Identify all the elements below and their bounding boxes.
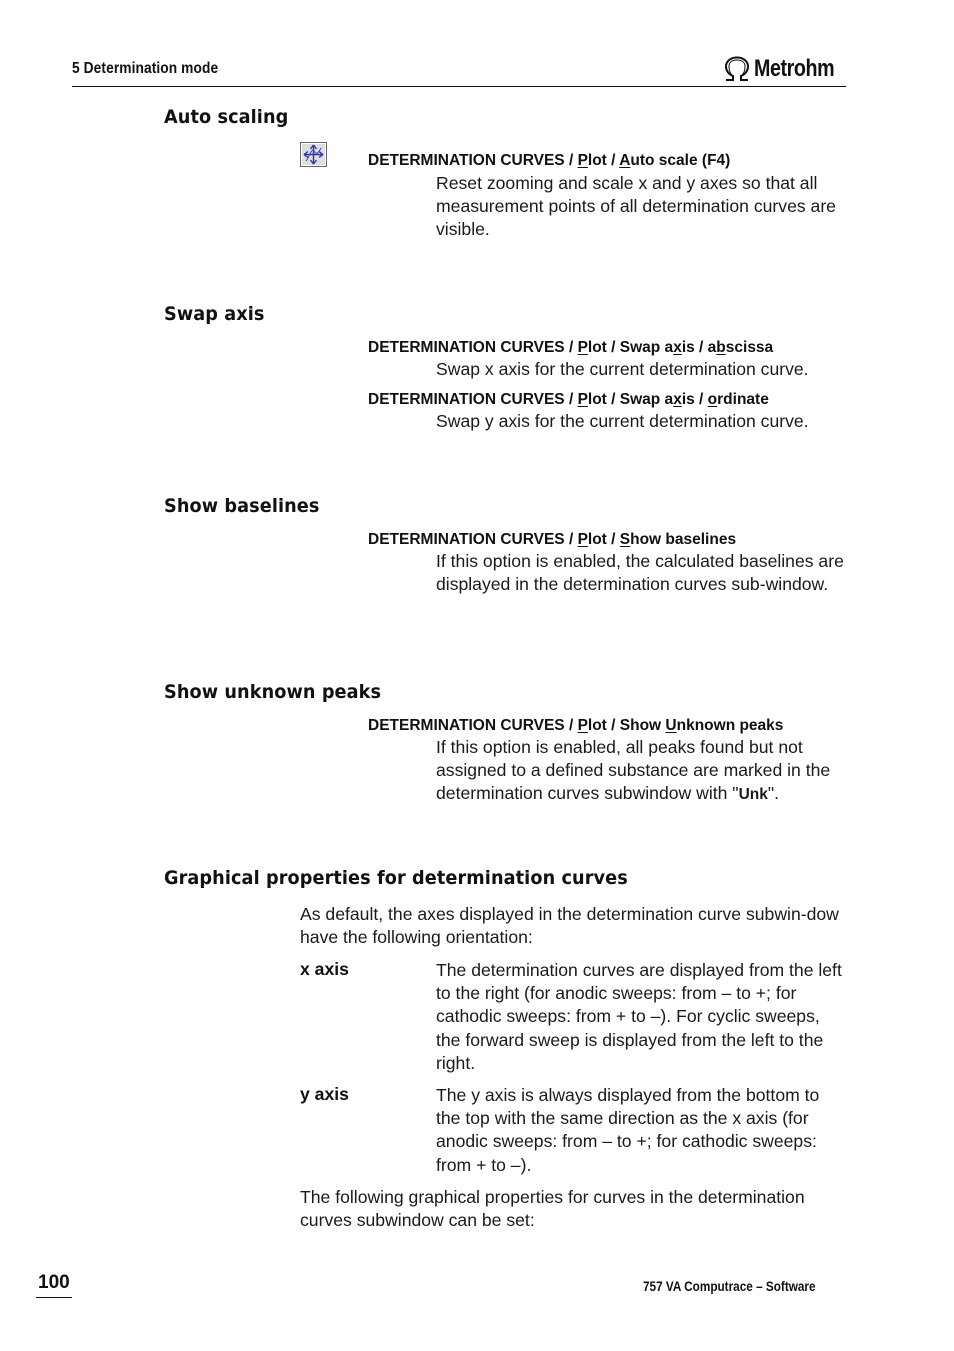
x-axis-term: x axis [300, 959, 349, 979]
heading-graphical-properties: Graphical properties for determination curves [164, 867, 628, 889]
menu-path-swap-ordinate: DETERMINATION CURVES / Plot / Swap axis / ordinate [368, 391, 769, 408]
menu-path-show-unknown-peaks: DETERMINATION CURVES / Plot / Show Unknown peaks [368, 717, 784, 734]
document-title: 757 VA Computrace – Software [643, 1278, 816, 1294]
swap-abscissa-description: Swap x axis for the current determination curve. [436, 359, 809, 379]
auto-scale-description: Reset zooming and scale x and y axes so that all measurement points of all determination curves are visible. [436, 173, 836, 240]
swap-ordinate-description: Swap y axis for the current determination curve. [436, 411, 809, 431]
heading-show-unknown-peaks: Show unknown peaks [164, 681, 382, 703]
heading-swap-axis: Swap axis [164, 303, 265, 325]
menu-path-auto-scale: DETERMINATION CURVES / Plot / Auto scale (F4) [368, 152, 731, 169]
y-axis-term: y axis [300, 1084, 349, 1104]
unk-label: Unk [738, 786, 768, 804]
heading-show-baselines: Show baselines [164, 495, 320, 517]
header-rule [72, 86, 846, 87]
heading-auto-scaling: Auto scaling [164, 106, 289, 128]
y-axis-description: The y axis is always displayed from the bottom to the top with the same direction as the x axis (for anodic sweeps: from – to +; for cathodic sweeps: from + to –). [436, 1085, 820, 1175]
menu-path-show-baselines: DETERMINATION CURVES / Plot / Show baselines [368, 531, 737, 548]
menu-path-swap-abscissa: DETERMINATION CURVES / Plot / Swap axis / abscissa [368, 339, 774, 356]
logo-wordmark: Metrohm [754, 55, 835, 82]
graphical-intro: As default, the axes displayed in the determination curve subwin-dow have the following orientation: [300, 904, 839, 948]
footer-rule [36, 1297, 72, 1298]
metrohm-logo [722, 54, 852, 84]
show-unknown-peaks-description: If this option is enabled, all peaks found but not assigned to a defined substance are marked in the determination curves subwindow with "Unk". [436, 737, 831, 804]
page-number: 100 [38, 1272, 70, 1293]
graphical-outro: The following graphical properties for curves in the determination curves subwindow can be set: [300, 1187, 805, 1231]
x-axis-description: The determination curves are displayed from the left to the right (for anodic sweeps: from – to +; for cathodic sweeps: from + to –). For cyclic sweeps, the forward sweep is displayed from the left to the right. [436, 960, 842, 1073]
chapter-title: 5 Determination mode [72, 60, 219, 77]
auto-scale-toolbar-icon[interactable] [300, 142, 327, 167]
omega-icon [722, 56, 752, 82]
show-baselines-description: If this option is enabled, the calculated baselines are displayed in the determination curves sub-window. [436, 551, 844, 595]
